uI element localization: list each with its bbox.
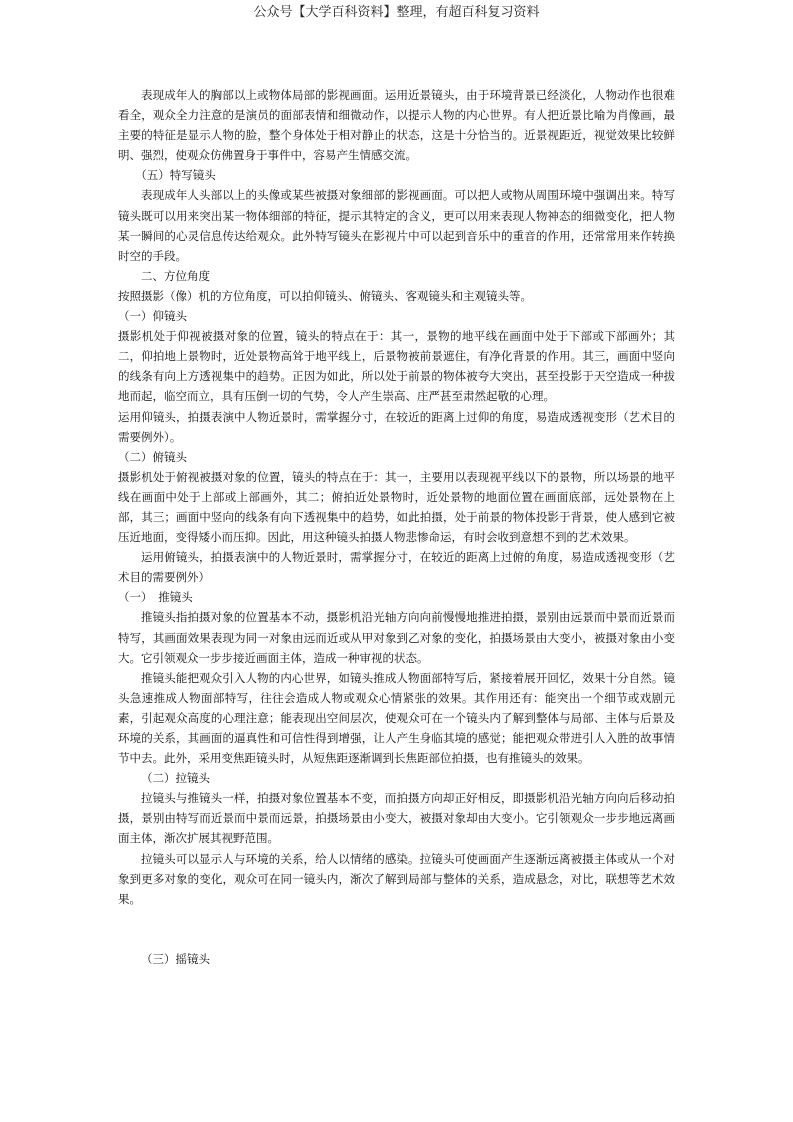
- heading-pull-out: （二）拉镜头: [141, 771, 210, 786]
- heading-direction-angle: 二、方位角度: [141, 268, 210, 283]
- heading-push-in: （一） 推镜头: [118, 590, 193, 605]
- spacer: [118, 909, 675, 949]
- paragraph-pull-out: 拉镜头与推镜头一样，拍摄对象位置基本不变，而拍摄方向却正好相反，即摄影机沿光轴方向向后移动拍摄，景别由特写而近景而中景而远景，拍摄场景由小变大，被摄对象却由大变小。它引领观众一步步地远离画面主体，渐次扩展其视野范围。: [118, 791, 675, 846]
- paragraph-extreme-close-up: 表现成年人头部以上的头像或某些被摄对象细部的影视画面。可以把人或物从周围环境中强调出来。特写镜头既可以用来突出某一物体细部的特征，提示其特定的含义，更可以用来表现人物神态的细微变化，把人物某一瞬间的心灵信息传达给观众。此外特写镜头在影视片中可以起到音乐中的重音的作用，还常常用来作转换时空的手段。: [118, 188, 675, 263]
- heading-extreme-close-up: （五）特写镜头: [135, 168, 216, 183]
- paragraph-low-angle: 摄影机处于仰视被摄对象的位置，镜头的特点在于：其一，景物的地平线在画面中处于下部或下部画外；其二，仰拍地上景物时，近处景物高耸于地平线上，后景物被前景遮住，有净化背景的作用。其三，画面中竖向的线条有向上方透视集中的趋势。正因为如此，所以处于前景的物体被夸大突出，甚至投影于天空造成一种拔地而起，临空而立，具有压倒一切的气势，令人产生崇高、庄严甚至肃然起敬的心理。: [118, 329, 675, 404]
- paragraph-low-angle-usage: 运用仰镜头，拍摄表演中人物近景时，需掌握分寸，在较近的距离上过仰的角度，易造成透视变形（艺术目的需要例外）。: [118, 409, 675, 444]
- paragraph-push-in-effects: 推镜头能把观众引入人物的内心世界，如镜头推成人物面部特写后，紧接着展开回忆，效果十分自然。镜头急速推成人物面部特写，往往会造成人物或观众心情紧张的效果。其作用还有：能突出一个细节或戏剧元素，引起观众高度的心理注意；能表现出空间层次，使观众可在一个镜头内了解到整体与局部、主体与后景及环境的关系，其画面的逼真性和可信性得到增强，让人产生身临其境的感觉；能把观众带进引人入胜的故事情节中去。此外，采用变焦距镜头时，从短焦距逐渐调到长焦距部位拍摄，也有推镜头的效果。: [118, 670, 675, 766]
- paragraph-high-angle-usage: 运用俯镜头，拍摄表演中的人物近景时，需掌握分寸，在较近的距离上过俯的角度，易造成透视变形（艺术目的需要例外）: [118, 550, 675, 585]
- heading-pan: （三）摇镜头: [141, 951, 210, 966]
- paragraph-push-in: 推镜头指拍摄对象的位置基本不动，摄影机沿光轴方向向前慢慢地推进拍摄，景别由远景而中景而近景而特写，其画面效果表现为同一对象由远而近或从甲对象到乙对象的变化，拍摄场景由大变小，被摄对象由小变大。它引领观众一步步接近画面主体，造成一种审视的状态。: [118, 610, 675, 665]
- paragraph-high-angle: 摄影机处于俯视被摄对象的位置，镜头的特点在于：其一，主要用以表现视平线以下的景物，所以场景的地平线在画面中处于上部或上部画外，其二；俯拍近处景物时，近处景物的地面位置在画面底部，远处景物在上部，其三；画面中竖向的线条有向下透视集中的趋势，如此拍摄，处于前景的物体投影于背景，使人感到它被压近地面，变得矮小而压抑。因此，用这种镜头拍摄人物悲惨命运，有时会收到意想不到的艺术效果。: [118, 469, 675, 545]
- heading-low-angle: （一）仰镜头: [118, 309, 187, 324]
- heading-high-angle: （二）俯镜头: [118, 449, 187, 464]
- paragraph-direction-intro: 按照摄影（像）机的方位角度，可以拍仰镜头、俯镜头、客观镜头和主观镜头等。: [118, 288, 532, 303]
- paragraph-close-up-description: 表现成年人的胸部以上或物体局部的影视画面。运用近景镜头，由于环境背景已经淡化，人物动作也很难看全，观众全力注意的是演员的面部表情和细微动作，以提示人物的内心世界。有人把近景比喻为肖像画，最主要的特征是显示人物的脸，整个身体处于相对静止的状态，这是十分恰当的。近景视距近，视觉效果比较鲜明、强烈，使观众仿佛置身于事件中，容易产生情感交流。: [118, 88, 675, 163]
- paragraph-pull-out-effects: 拉镜头可以显示人与环境的关系，给人以情绪的感染。拉镜头可使画面产生逐渐远离被摄主体或从一个对象到更多对象的变化，观众可在同一镜头内，渐次了解到局部与整体的关系，造成悬念，对比，联想等艺术效果。: [118, 851, 675, 906]
- page-header: 公众号【大学百科资料】整理，有超百科复习资料: [253, 5, 540, 20]
- document-body: [118, 85, 675, 969]
